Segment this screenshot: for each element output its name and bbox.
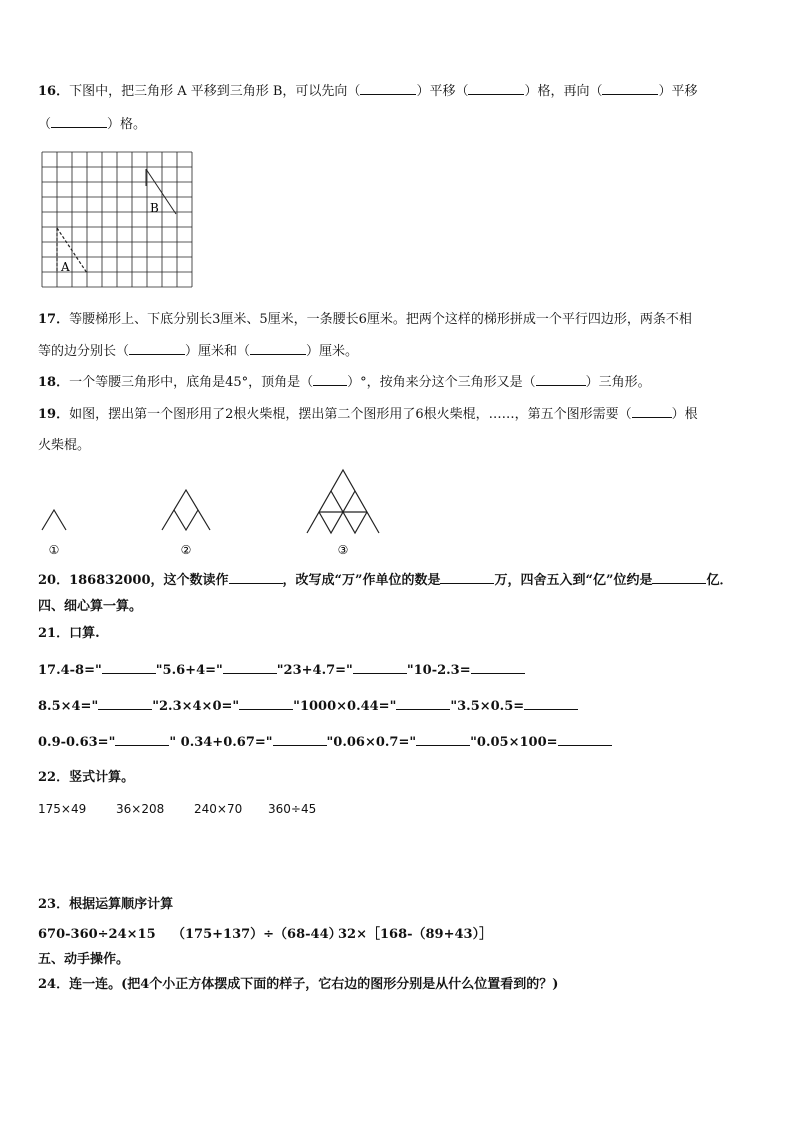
q23-item: （175+137）÷（68-44） (172, 927, 342, 942)
triangle-a-label: A (61, 260, 70, 274)
q19-text-b: ）根 (671, 407, 698, 422)
q21-item: 8.5×4=" (38, 699, 99, 714)
q21-item: "2.3×4×0=" (152, 699, 240, 714)
q22-item: 36×208 (116, 802, 165, 816)
q16-blank-1[interactable] (360, 82, 416, 95)
figure-2-label: ② (180, 543, 192, 557)
q23-items (38, 926, 492, 944)
q21-item: "0.05×100= (470, 735, 558, 750)
figure-1 (42, 510, 66, 530)
q21-blank[interactable] (396, 697, 450, 710)
q17-line2 (38, 342, 358, 361)
q17-text-d: ）厘米。 (306, 344, 359, 359)
q21-blank[interactable] (353, 661, 407, 674)
q22-item: 240×70 (194, 802, 243, 816)
q22-title-text: 竖式计算。 (69, 770, 135, 785)
section-5-heading: 五、动手操作。 (38, 952, 130, 967)
q16-line2 (38, 115, 146, 134)
q21-item: "3.5×0.5= (450, 699, 525, 714)
triangle-b-label: B (150, 201, 159, 215)
q16-text-c: ）格，再向（ (524, 84, 603, 99)
q19-text-c: 火柴棍。 (38, 438, 91, 453)
section-4-heading: 四、细心算一算。 (38, 599, 143, 614)
q21-row-3 (38, 733, 612, 752)
q23-number: 23． (38, 897, 70, 912)
q17-number: 17． (38, 312, 70, 327)
figure-1-label: ① (48, 543, 60, 557)
q17-blank-1[interactable] (129, 342, 185, 355)
q16-text-f: ）格。 (107, 117, 147, 132)
q21-number: 21． (38, 626, 70, 641)
q17-text-a: 等腰梯形上、下底分别长3厘米、5厘米，一条腰长6厘米。把两个这样的梯形拼成一个平行四边形，两条不相 (69, 312, 692, 327)
q19-text-a: 如图，摆出第一个图形用了2根火柴棍，摆出第二个图形用了6根火柴棍，……，第五个图形需要（ (69, 407, 632, 422)
q22-title (38, 769, 134, 787)
q20-blank-3[interactable] (652, 571, 706, 584)
q20-blank-1[interactable] (229, 571, 283, 584)
q24-number: 24． (38, 977, 70, 992)
q21-item: "5.6+4=" (155, 663, 223, 678)
q18-text-a: 一个等腰三角形中，底角是45°，顶角是（ (69, 375, 314, 390)
q18-blank-2[interactable] (536, 373, 586, 386)
q16-line1 (38, 82, 697, 101)
q22-item: 360÷45 (268, 802, 317, 816)
q21-item: 17.4-8=" (38, 663, 102, 678)
q24-line (38, 976, 558, 994)
q20-line (38, 571, 732, 590)
q19-line1 (38, 405, 698, 424)
q20-text-c: 万，四舍五入到“亿”位约是 (494, 573, 653, 588)
q20-text-d: 亿． (706, 573, 733, 588)
q19-blank-1[interactable] (632, 405, 672, 418)
q19-matchstick-figures (38, 465, 388, 560)
q21-title-text: 口算. (69, 626, 100, 641)
q17-text-b: 等的边分别长（ (38, 344, 130, 359)
q20-number: 20． (38, 573, 70, 588)
q21-item: " 0.34+0.67=" (169, 735, 273, 750)
q21-blank[interactable] (239, 697, 293, 710)
q21-blank[interactable] (98, 697, 152, 710)
q21-row-2 (38, 697, 578, 716)
q21-item: "0.06×0.7=" (326, 735, 417, 750)
q21-blank[interactable] (223, 661, 277, 674)
q21-blank[interactable] (273, 733, 327, 746)
q22-number: 22． (38, 770, 70, 785)
q22-items (38, 800, 316, 818)
q21-item: "23+4.7=" (276, 663, 353, 678)
q21-blank[interactable] (524, 697, 578, 710)
q16-text-e: （ (38, 117, 52, 132)
q23-title-text: 根据运算顺序计算 (69, 897, 174, 912)
q18-text-b: ）°，按角来分这个三角形又是（ (347, 375, 536, 390)
q16-text-b: ）平移（ (416, 84, 469, 99)
q21-blank[interactable] (115, 733, 169, 746)
q16-grid-figure (42, 152, 192, 290)
q21-blank[interactable] (416, 733, 470, 746)
q23-item: 670-360÷24×15 (38, 927, 156, 942)
q24-text: 连一连。(把4个小正方体摆成下面的样子，它右边的图形分别是从什么位置看到的？) (69, 977, 559, 992)
q16-blank-2[interactable] (468, 82, 524, 95)
q16-blank-3[interactable] (602, 82, 658, 95)
q16-text-a: 下图中，把三角形 A 平移到三角形 B，可以先向（ (69, 84, 361, 99)
q19-number: 19． (38, 407, 70, 422)
q21-item: "1000×0.44=" (293, 699, 397, 714)
q20-blank-2[interactable] (440, 571, 494, 584)
q20-text-a: 186832000，这个数读作 (69, 573, 229, 588)
q23-item: 32×［168-（89+43）］ (338, 927, 493, 942)
figure-2 (162, 490, 210, 530)
figure-3-label: ③ (337, 543, 349, 557)
figure-3 (307, 470, 379, 533)
q21-row-1 (38, 661, 525, 680)
q18-blank-1[interactable] (313, 373, 347, 386)
q21-item: "10-2.3= (406, 663, 471, 678)
q16-blank-4[interactable] (51, 115, 107, 128)
q22-item: 175×49 (38, 802, 87, 816)
q17-blank-2[interactable] (250, 342, 306, 355)
q17-line1 (38, 311, 692, 329)
q21-title (38, 625, 100, 643)
q17-text-c: ）厘米和（ (185, 344, 251, 359)
q16-text-d: ）平移 (658, 84, 698, 99)
q21-blank[interactable] (558, 733, 612, 746)
q18-text-c: ）三角形。 (585, 375, 651, 390)
q19-line2 (38, 437, 90, 455)
q21-blank[interactable] (102, 661, 156, 674)
q18-number: 18． (38, 375, 70, 390)
q16-number: 16． (38, 84, 70, 99)
q21-item: 0.9-0.63=" (38, 735, 116, 750)
q23-title (38, 896, 173, 914)
q21-blank[interactable] (471, 661, 525, 674)
q18-line (38, 373, 651, 392)
q20-text-b: ，改写成“万”作单位的数是 (282, 573, 441, 588)
